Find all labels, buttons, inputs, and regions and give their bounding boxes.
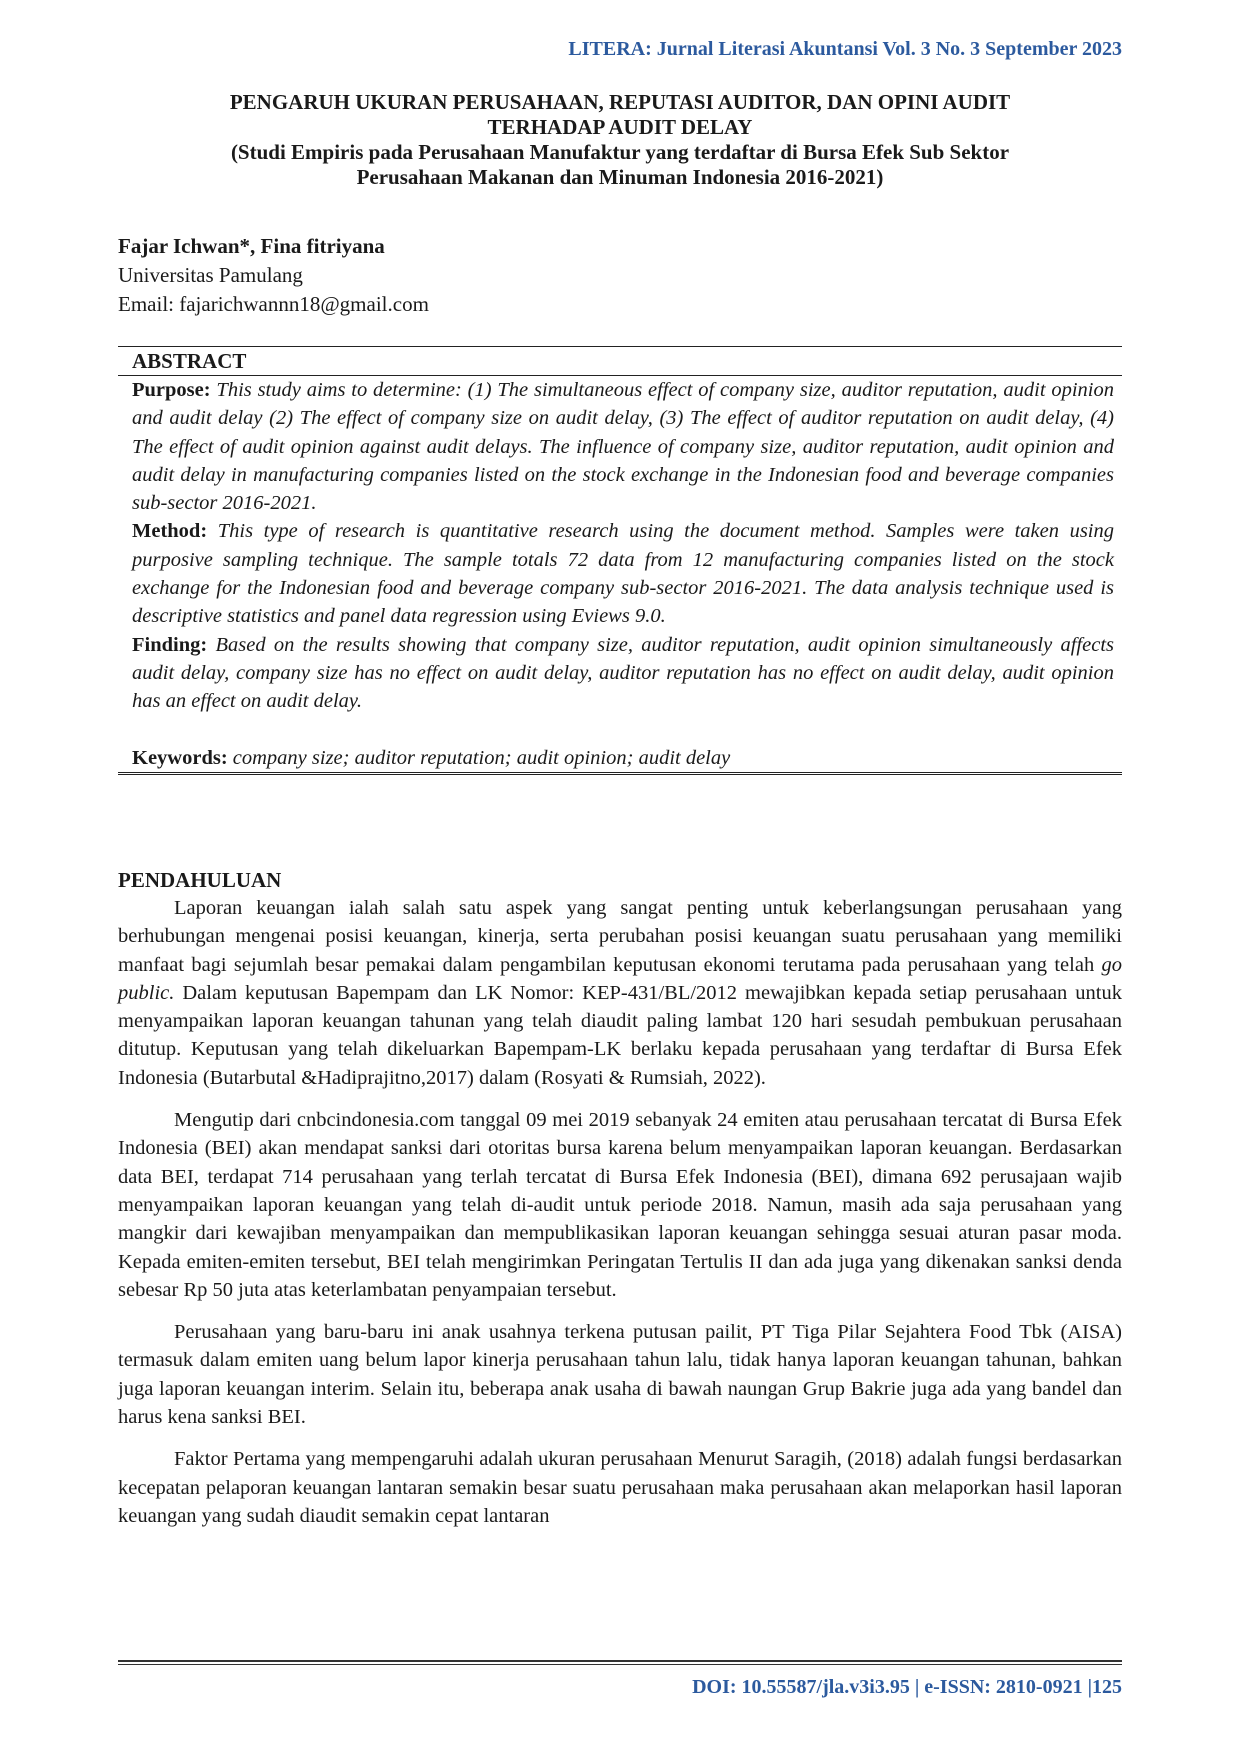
finding-label: Finding: (132, 633, 208, 656)
keywords (132, 744, 1122, 772)
abstract-body (132, 376, 1114, 716)
section-heading: PENDAHULUAN (118, 868, 282, 892)
author-names: Fajar Ichwan*, Fina fitriyana (118, 234, 385, 258)
paper-title (118, 90, 1122, 190)
title-line: PENGARUH UKURAN PERUSAHAAN, REPUTASI AUDITOR, DAN OPINI AUDIT (229, 90, 1011, 114)
keywords-text: company size; auditor reputation; audit opinion; audit delay (232, 746, 731, 769)
journal-header: LITERA: Jurnal Literasi Akuntansi Vol. 3 No. 3 September 2023 (568, 38, 1122, 60)
keywords-label: Keywords: (132, 746, 228, 769)
abstract-finding (132, 631, 1114, 716)
purpose-text: This study aims to determine: (1) The simultaneous effect of company size, auditor reputation, audit opinion and audit delay (2) The effect of company size on audit delay, (3) The effect of auditor reputation on audit delay, (4) The effect of audit opinion against audit delays. The influence of company size, auditor reputation, audit opinion and audit delay in manufacturing companies listed on the stock exchange in the Indonesian food and beverage companies sub-sector 2016-2021. (132, 379, 1114, 515)
abstract-bottom-rule (118, 772, 1122, 775)
title-line: TERHADAP AUDIT DELAY (487, 115, 753, 139)
abstract-box (118, 346, 1122, 775)
paragraph-2: Mengutip dari cnbcindonesia.com tanggal 09 mei 2019 sebanyak 24 emiten atau perusahaan tercatat di Bursa Efek Indonesia (BEI) akan mendapat sanksi dari otoritas bursa karena belum menyampaikan laporan keuangan. Berdasarkan data BEI, terdapat 714 perusahaan yang terlah tercatat di Bursa Efek Indonesia (BEI), dimana 692 perusajaan wajib menyampaikan laporan keuangan yang telah di-audit untuk periode 2018. Namun, masih ada saja perusahaan yang mangkir dari kewajiban menyampaikan dan mempublikasikan laporan keuangan sehingga sesuai aturan pasar moda. Kepada emiten-emiten tersebut, BEI telah mengirimkan Peringatan Tertulis II dan ada juga yang dikenakan sanksi denda sebesar Rp 50 juta atas keterlambatan penyampaian tersebut. (118, 1109, 1122, 1301)
paragraph-4: Faktor Pertama yang mempengaruhi adalah ukuran perusahaan Menurut Saragih, (2018) adalah fungsi berdasarkan kecepatan pelaporan keuangan lantaran semakin besar suatu perusahaan maka perusahaan akan melaporkan hasil laporan keuangan yang sudah diaudit semakin cepat lantaran (118, 1448, 1122, 1527)
section-pendahuluan (118, 866, 1122, 1544)
footer-doi: DOI: 10.55587/jla.v3i3.95 | e-ISSN: 2810-0921 |125 (692, 1676, 1122, 1698)
footer-rule (118, 1660, 1122, 1665)
abstract-method (132, 517, 1114, 630)
method-text: This type of research is quantitative research using the document method. Samples were taken using purposive sampling technique. The sample totals 72 data from 12 manufacturing companies listed on the stock exchange for the Indonesian food and beverage company sub-sector 2016-2021. The data analysis technique used is descriptive statistics and panel data regression using Eviews 9.0. (132, 520, 1114, 628)
subtitle-line: (Studi Empiris pada Perusahaan Manufaktur yang terdaftar di Bursa Efek Sub Sektor (230, 140, 1010, 164)
method-label: Method: (132, 520, 208, 543)
purpose-label: Purpose: (132, 379, 211, 401)
abstract-purpose (132, 376, 1114, 517)
subtitle-line: Perusahaan Makanan dan Minuman Indonesia 2016-2021) (356, 165, 884, 189)
paragraph-1 (118, 894, 1122, 1092)
p1-text-a: Laporan keuangan ialah salah satu aspek yang sangat penting untuk keberlangsungan perusahaan yang berhubungan mengenai posisi keuangan, kinerja, serta perubahan posisi keuangan suatu perusahaan yang memiliki manfaat bagi sejumlah besar pemakai dalam pengambilan keputusan ekonomi terutama pada perusahaan yang telah (118, 897, 1122, 976)
abstract-heading: ABSTRACT (132, 349, 247, 373)
p1-text-b: Dalam keputusan Bapempam dan LK Nomor: KEP-431/BL/2012 mewajibkan kepada setiap perusahaan untuk menyampaikan laporan keuangan tahunan yang telah diaudit paling lambat 120 hari sesudah pembukuan perusahaan ditutup. Keputusan yang telah dikeluarkan Bapempam-LK berlaku kepada perusahaan yang terdaftar di Bursa Efek Indonesia (Butarbutal &Hadiprajitno,2017) dalam (Rosyati & Rumsiah, 2022). (118, 981, 1122, 1089)
author-email: Email: fajarichwannn18@gmail.com (118, 292, 429, 316)
finding-text: Based on the results showing that company size, auditor reputation, audit opinion simultaneously affects audit delay, company size has no effect on audit delay, auditor reputation has no effect on audit delay, audit opinion has an effect on audit delay. (132, 633, 1114, 713)
author-block (118, 232, 429, 319)
paragraph-3: Perusahaan yang baru-baru ini anak usahnya terkena putusan pailit, PT Tiga Pilar Sejahtera Food Tbk (AISA) termasuk dalam emiten uang belum lapor kinerja perusahaan tahun lalu, tidak hanya laporan keuangan tahunan, bahkan juga laporan keuangan interim. Selain itu, beberapa anak usaha di bawah naungan Grup Bakrie juga ada yang bandel dan harus kena sanksi BEI. (118, 1321, 1122, 1429)
p1-italic: go public. (118, 953, 1122, 1004)
author-affiliation: Universitas Pamulang (118, 263, 303, 287)
